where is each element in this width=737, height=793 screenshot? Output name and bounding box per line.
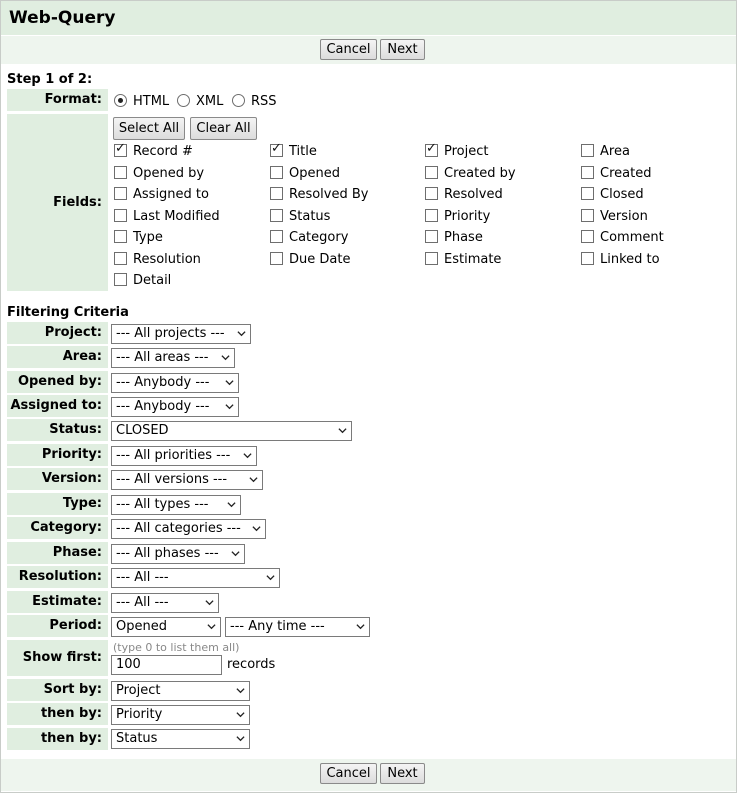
chevron-down-icon (221, 353, 230, 362)
field-label-resolution: Resolution (133, 252, 201, 267)
field-checkbox-assigned-to[interactable] (114, 187, 127, 200)
version-label: Version: (7, 468, 108, 490)
resolution-label: Resolution: (7, 566, 108, 588)
bottom-button-bar (1, 759, 736, 791)
field-checkbox-last-modified[interactable] (114, 209, 127, 222)
cancel-button-top[interactable]: Cancel (320, 39, 377, 60)
chevron-down-icon (249, 475, 258, 484)
opened-by-select[interactable]: --- Anybody --- (111, 373, 239, 393)
field-checkbox-estimate[interactable] (425, 252, 438, 265)
chevron-down-icon (207, 622, 216, 631)
chevron-down-icon (266, 573, 275, 582)
chevron-down-icon (252, 524, 261, 533)
field-checkbox-priority[interactable] (425, 209, 438, 222)
chevron-down-icon (236, 734, 245, 743)
project-label: Project: (7, 322, 108, 344)
period-label: Period: (7, 615, 108, 637)
field-label-estimate: Estimate (444, 252, 502, 267)
estimate-select[interactable]: --- All --- (111, 593, 219, 613)
chevron-down-icon (225, 378, 234, 387)
format-option-rss: RSS (251, 94, 277, 109)
chevron-down-icon (356, 622, 365, 631)
then-by-1-select[interactable]: Priority (111, 705, 250, 725)
field-checkbox-resolution[interactable] (114, 252, 127, 265)
chevron-down-icon (338, 426, 347, 435)
sort-by-label: Sort by: (7, 679, 108, 701)
version-select[interactable]: --- All versions --- (111, 470, 263, 490)
chevron-down-icon (227, 500, 236, 509)
field-checkbox-status[interactable] (270, 209, 283, 222)
show-first-input[interactable]: 100 (111, 655, 222, 675)
field-checkbox-version[interactable] (581, 209, 594, 222)
chevron-down-icon (205, 598, 214, 607)
field-label-opened-by: Opened by (133, 166, 205, 181)
title-bar (1, 1, 736, 35)
assigned-to-select[interactable]: --- Anybody --- (111, 397, 239, 417)
next-button-top[interactable]: Next (380, 39, 425, 60)
phase-label: Phase: (7, 542, 108, 564)
field-label-resolved: Resolved (444, 187, 503, 202)
type-select[interactable]: --- All types --- (111, 495, 241, 515)
format-option-xml: XML (196, 94, 224, 109)
clear-all-button[interactable]: Clear All (190, 117, 257, 140)
format-radio-html[interactable] (114, 94, 127, 107)
field-label-last-modified: Last Modified (133, 209, 220, 224)
field-label-detail: Detail (133, 273, 172, 288)
next-button-bottom[interactable]: Next (380, 763, 425, 784)
format-radio-xml[interactable] (177, 94, 190, 107)
field-label-type: Type (133, 230, 163, 245)
resolution-select[interactable]: --- All --- (111, 568, 280, 588)
estimate-label: Estimate: (7, 591, 108, 613)
field-checkbox-type[interactable] (114, 230, 127, 243)
field-label-project: Project (444, 144, 489, 159)
opened-by-label: Opened by: (7, 371, 108, 393)
field-label-version: Version (600, 209, 648, 224)
field-label-record: Record # (133, 144, 193, 159)
field-label-created: Created (600, 166, 652, 181)
field-label-status: Status (289, 209, 331, 224)
chevron-down-icon (225, 402, 234, 411)
field-label-title: Title (289, 144, 317, 159)
priority-label: Priority: (7, 444, 108, 466)
field-checkbox-created-by[interactable] (425, 166, 438, 179)
field-checkbox-due-date[interactable] (270, 252, 283, 265)
assigned-to-label: Assigned to: (7, 395, 108, 417)
phase-select[interactable]: --- All phases --- (111, 544, 245, 564)
then-by-2-label: then by: (7, 728, 108, 750)
field-label-created-by: Created by (444, 166, 516, 181)
field-checkbox-resolved[interactable] (425, 187, 438, 200)
field-label-linked-to: Linked to (600, 252, 660, 267)
chevron-down-icon (231, 549, 240, 558)
field-checkbox-category[interactable] (270, 230, 283, 243)
type-label: Type: (7, 493, 108, 515)
field-label-due-date: Due Date (289, 252, 351, 267)
field-label-phase: Phase (444, 230, 483, 245)
priority-select[interactable]: --- All priorities --- (111, 446, 257, 466)
project-select[interactable]: --- All projects --- (111, 324, 251, 344)
then-by-2-select[interactable]: Status (111, 729, 250, 749)
step-indicator: Step 1 of 2: (7, 72, 93, 87)
field-checkbox-comment[interactable] (581, 230, 594, 243)
field-checkbox-title[interactable] (270, 144, 283, 157)
field-label-resolved-by: Resolved By (289, 187, 369, 202)
filtering-criteria-heading: Filtering Criteria (7, 305, 129, 320)
select-all-button[interactable]: Select All (113, 117, 185, 140)
fields-label: Fields: (7, 114, 108, 291)
field-label-comment: Comment (600, 230, 664, 245)
format-label: Format: (7, 89, 108, 111)
category-label: Category: (7, 517, 108, 539)
chevron-down-icon (237, 329, 246, 338)
show-first-hint: (type 0 to list them all) (113, 641, 240, 654)
area-label: Area: (7, 346, 108, 368)
chevron-down-icon (236, 686, 245, 695)
field-checkbox-closed[interactable] (581, 187, 594, 200)
period-range-select[interactable]: --- Any time --- (225, 617, 370, 637)
then-by-1-label: then by: (7, 703, 108, 725)
field-label-assigned-to: Assigned to (133, 187, 209, 202)
field-label-priority: Priority (444, 209, 491, 224)
records-suffix: records (227, 657, 276, 672)
field-label-category: Category (289, 230, 349, 245)
field-checkbox-detail[interactable] (114, 273, 127, 286)
field-checkbox-project[interactable] (425, 144, 438, 157)
field-label-opened: Opened (289, 166, 340, 181)
field-checkbox-opened-by[interactable] (114, 166, 127, 179)
show-first-label: Show first: (7, 640, 108, 676)
field-checkbox-linked-to[interactable] (581, 252, 594, 265)
field-checkbox-area[interactable] (581, 144, 594, 157)
area-select[interactable]: --- All areas --- (111, 348, 235, 368)
field-checkbox-created[interactable] (581, 166, 594, 179)
field-checkbox-record[interactable] (114, 144, 127, 157)
page-title: Web-Query (9, 8, 116, 28)
sort-by-select[interactable]: Project (111, 681, 250, 701)
field-checkbox-resolved-by[interactable] (270, 187, 283, 200)
period-select[interactable]: Opened (111, 617, 221, 637)
status-select[interactable]: CLOSED (111, 421, 352, 441)
category-select[interactable]: --- All categories --- (111, 519, 266, 539)
field-checkbox-opened[interactable] (270, 166, 283, 179)
top-button-bar (1, 36, 736, 64)
field-checkbox-phase[interactable] (425, 230, 438, 243)
format-option-html: HTML (133, 94, 170, 109)
cancel-button-bottom[interactable]: Cancel (320, 763, 377, 784)
field-label-area: Area (600, 144, 630, 159)
status-label: Status: (7, 419, 108, 441)
chevron-down-icon (243, 451, 252, 460)
format-radio-rss[interactable] (232, 94, 245, 107)
chevron-down-icon (236, 710, 245, 719)
field-label-closed: Closed (600, 187, 644, 202)
